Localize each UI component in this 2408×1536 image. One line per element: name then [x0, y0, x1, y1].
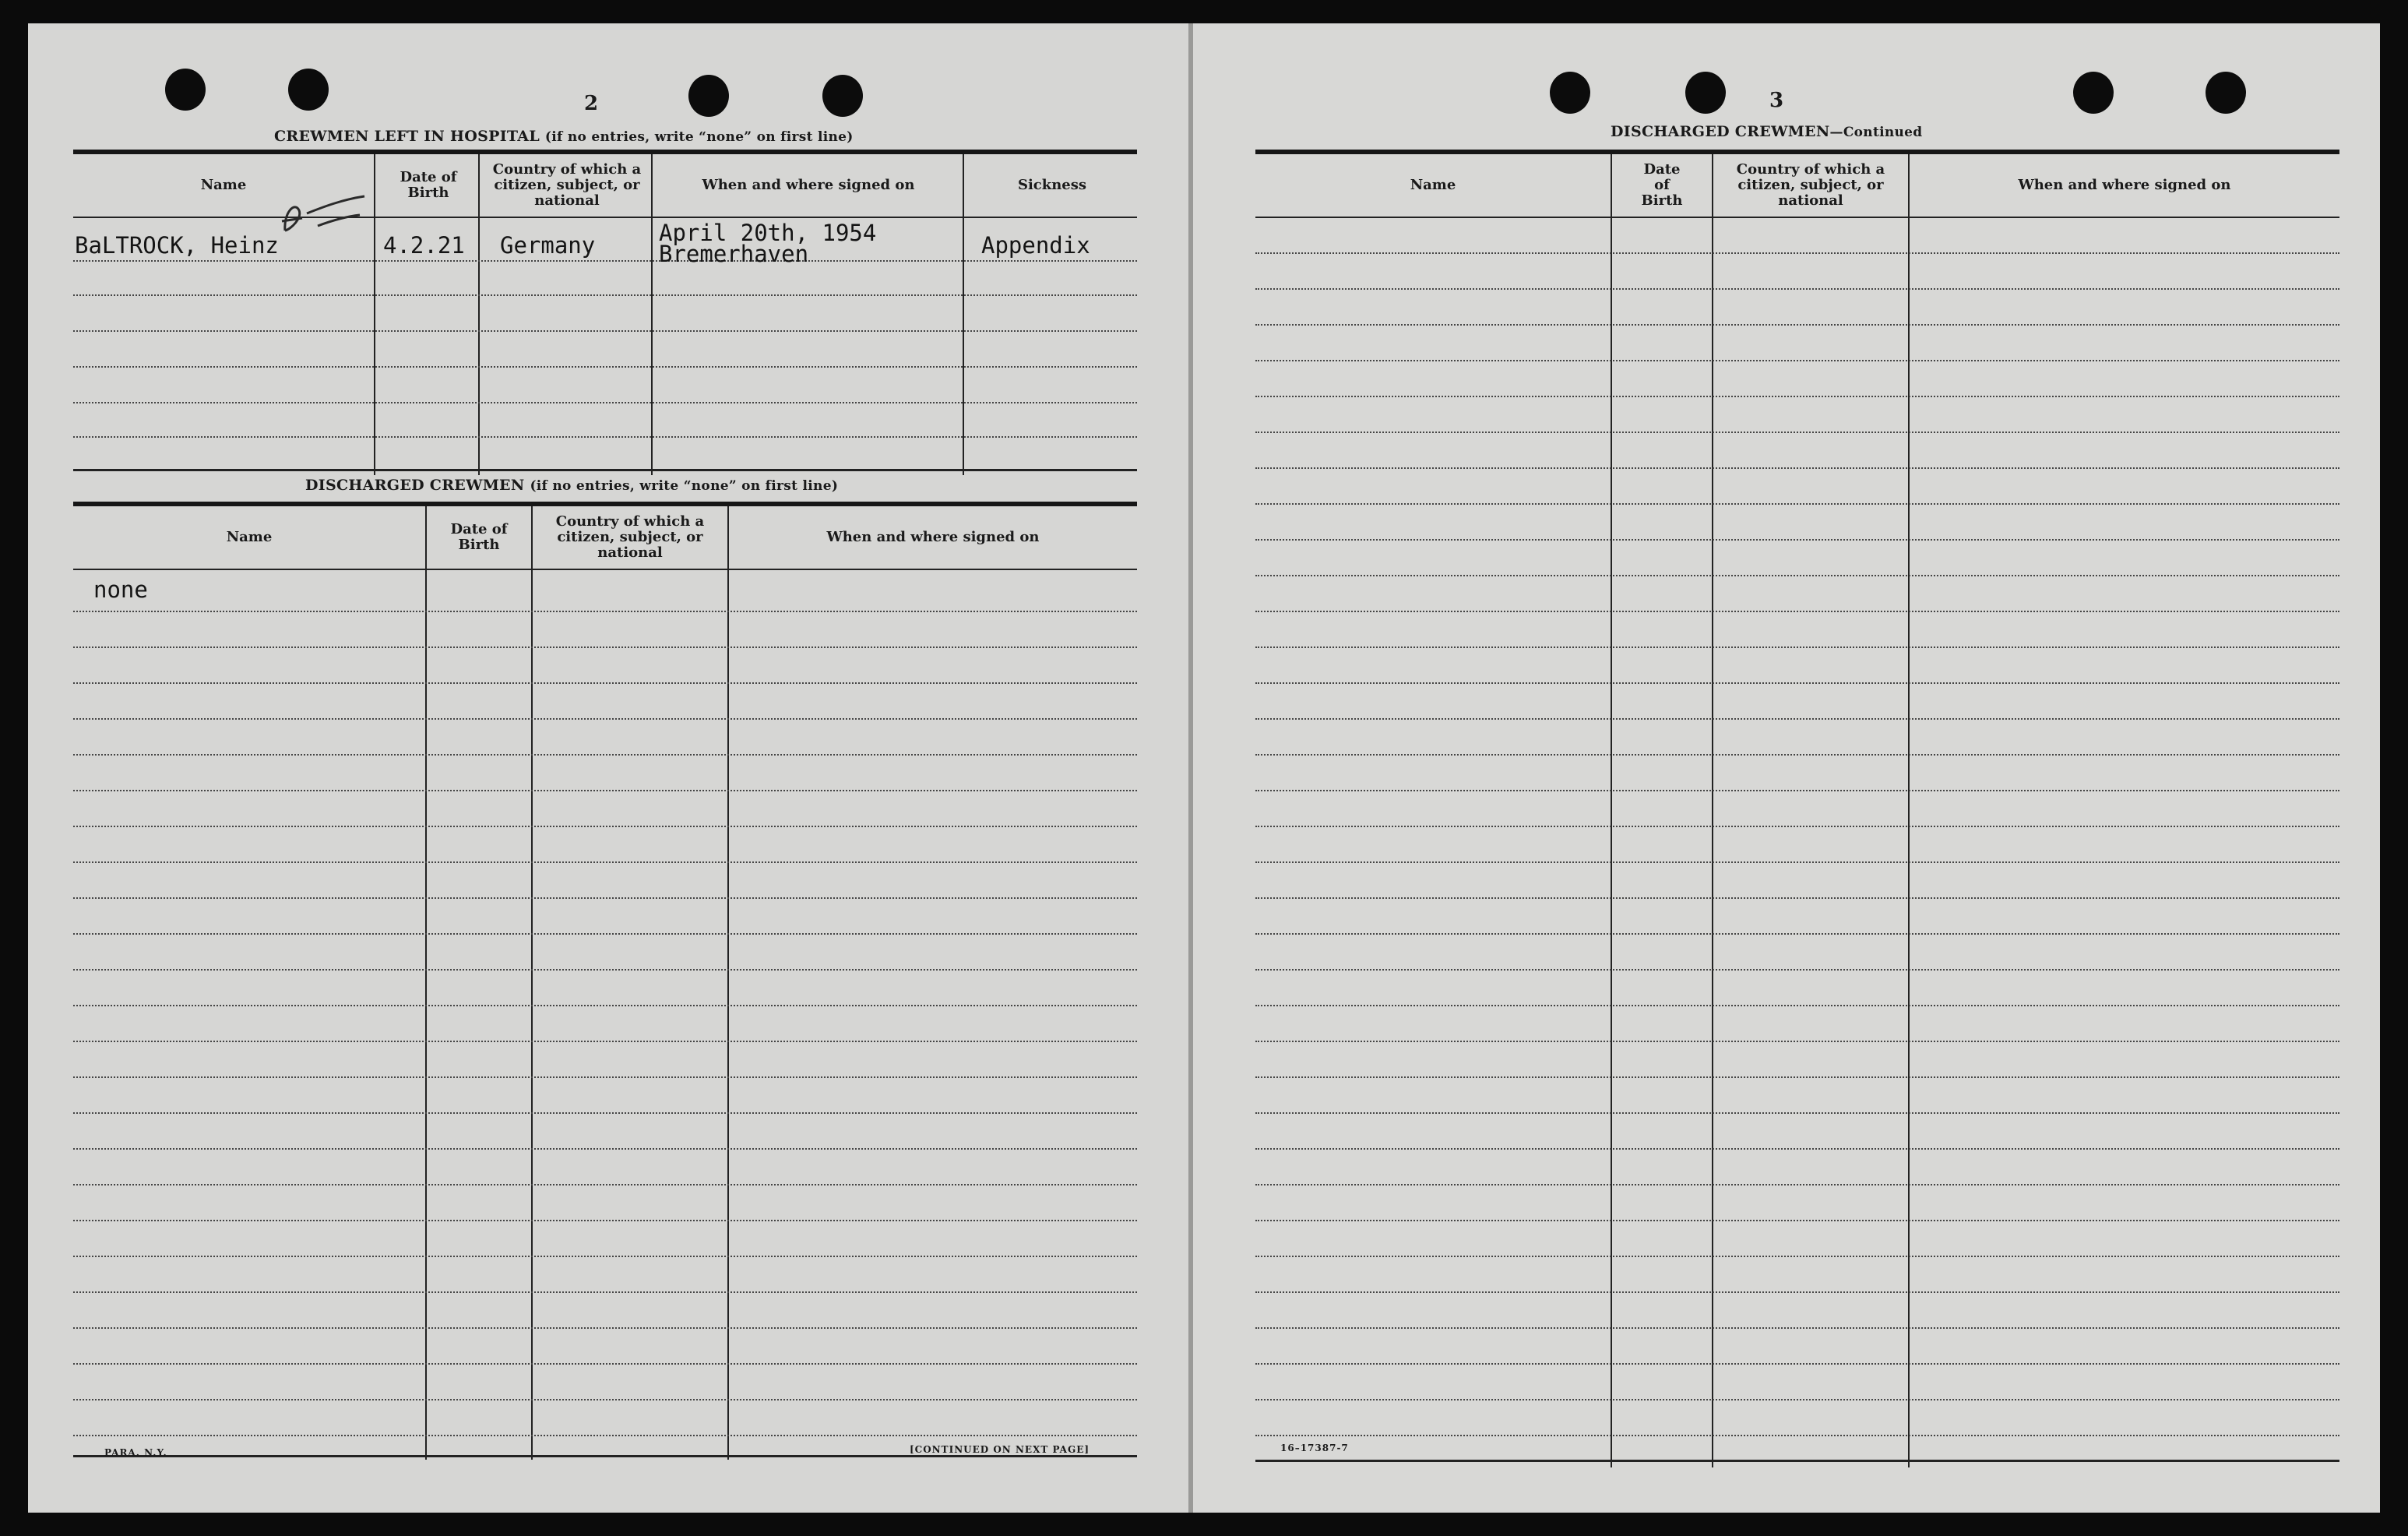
col-header-country: Country of which a citizen, subject, or national [492, 161, 642, 209]
hospital-entry-signed-on-place: Bremerhaven [659, 241, 809, 267]
hospital-entry-country: Germany [500, 232, 596, 259]
col-header-sickness: Sickness [1017, 177, 1087, 193]
discharged-instruction: (if no entries, write “none” on first line) [530, 478, 839, 494]
discharged-continued-title [1611, 123, 1922, 140]
continued-suffix: —Continued [1829, 125, 1923, 140]
right-page [1193, 23, 2380, 1513]
discharged-section-title [305, 477, 838, 494]
punch-hole-icon [1550, 72, 1590, 114]
left-page [28, 23, 1188, 1513]
punch-hole-icon [165, 69, 206, 111]
page-number: 3 [1769, 89, 1784, 112]
hospital-table [73, 150, 1137, 475]
col-header-name: Name [200, 177, 247, 193]
col-header-country: Country of which a citizen, subject, or national [555, 513, 705, 561]
handwritten-initials-icon [268, 190, 377, 245]
punch-hole-icon [2206, 72, 2246, 114]
col-header-signed-on: When and where signed on [2018, 177, 2231, 193]
discharged-entry-name: none [93, 576, 148, 603]
col-header-name: Name [1410, 177, 1456, 193]
col-header-dob: Date of Birth [400, 169, 457, 201]
hospital-entry-signed-on-date: April 20th, 1954 [659, 220, 877, 246]
punch-hole-icon [288, 69, 329, 111]
hospital-entry-name: BaLTROCK, Heinz [75, 232, 279, 259]
footer-form-number: 16–17387-7 [1280, 1443, 1349, 1453]
hospital-section-title [274, 128, 854, 145]
punch-hole-icon [688, 75, 729, 117]
footer-continued-note: [CONTINUED ON NEXT PAGE] [910, 1444, 1090, 1455]
hospital-title-text: CREWMEN LEFT IN HOSPITAL [274, 128, 540, 145]
discharged-title-text: DISCHARGED CREWMEN [305, 477, 525, 494]
punch-hole-icon [822, 75, 863, 117]
footer-printer-mark: PARA. N.Y. [104, 1447, 167, 1458]
col-header-signed-on: When and where signed on [702, 177, 915, 193]
col-header-country: Country of which a citizen, subject, or national [1736, 161, 1885, 209]
hospital-instruction: (if no entries, write “none” on first line) [544, 129, 854, 145]
col-header-dob: Date of Birth [450, 521, 508, 553]
col-header-signed-on: When and where signed on [826, 529, 1040, 545]
discharged-continued-table [1255, 150, 2339, 1467]
punch-hole-icon [1685, 72, 1726, 114]
punch-hole-icon [2073, 72, 2114, 114]
discharged-table [73, 502, 1137, 1460]
hospital-entry-sickness: Appendix [981, 232, 1090, 259]
discharged-continued-text: DISCHARGED CREWMEN [1611, 123, 1830, 140]
col-header-dob: Date of Birth [1641, 161, 1683, 209]
hospital-entry-dob: 4.2.21 [383, 232, 465, 259]
col-header-name: Name [226, 529, 273, 545]
page-number: 2 [584, 92, 599, 115]
